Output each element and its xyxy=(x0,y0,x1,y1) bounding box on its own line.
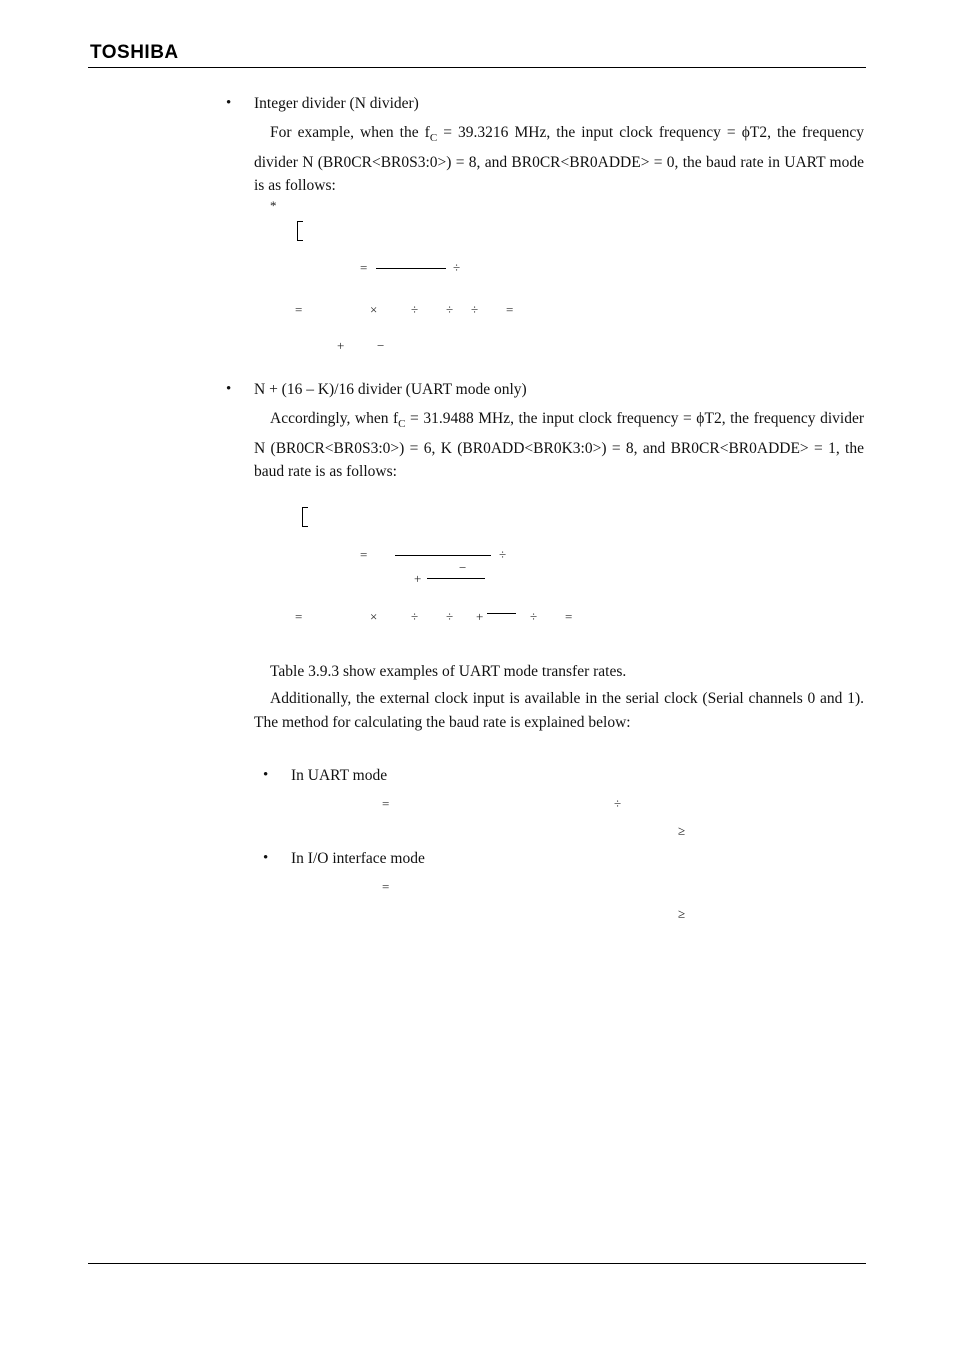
bracket-symbol xyxy=(297,221,303,241)
greater-equal-symbol: ≥ xyxy=(678,906,686,921)
fraction-bar xyxy=(487,613,516,614)
times-symbol: × xyxy=(370,609,378,624)
equals-symbol: = xyxy=(565,609,573,624)
bullet: • xyxy=(226,95,232,111)
fraction-bar xyxy=(427,578,485,579)
header-rule xyxy=(88,67,866,68)
times-symbol: × xyxy=(370,302,378,317)
fraction-bar xyxy=(395,555,491,556)
divide-symbol: ÷ xyxy=(446,302,454,317)
divide-symbol: ÷ xyxy=(411,609,419,624)
bullet: • xyxy=(263,850,269,866)
para-text: For example, when the f xyxy=(270,124,430,141)
divide-symbol: ÷ xyxy=(411,302,419,317)
minus-symbol: − xyxy=(459,560,467,575)
divide-symbol: ÷ xyxy=(446,609,454,624)
para-text: Accordingly, when f xyxy=(270,410,399,427)
minus-symbol: − xyxy=(377,338,385,353)
equals-symbol: = xyxy=(382,879,390,894)
io-mode-title: In I/O interface mode xyxy=(291,850,425,867)
section-title-integer-divider: Integer divider (N divider) xyxy=(254,95,419,112)
uart-mode-title: In UART mode xyxy=(291,767,388,784)
equals-symbol: = xyxy=(360,260,368,275)
equals-symbol: = xyxy=(295,302,303,317)
divide-symbol: ÷ xyxy=(614,796,622,811)
footer-rule xyxy=(88,1263,866,1264)
section-title-fractional-divider: N + (16 – K)/16 divider (UART mode only) xyxy=(254,381,527,398)
equals-symbol: = xyxy=(295,609,303,624)
para-text: = 31.9488 MHz, the input clock frequency = ϕT2, the frequency divider N (BR0CR<BR0S3:0>) = 6, K (BR0ADD<BR0K3:0>) = 8, and BR0CR<BR0ADDE> = 1, the baud rate is as follows: xyxy=(254,410,864,481)
divide-symbol: ÷ xyxy=(453,260,461,275)
plus-symbol: + xyxy=(476,609,484,624)
equals-symbol: = xyxy=(506,302,514,317)
plus-symbol: + xyxy=(414,571,422,586)
bracket-symbol xyxy=(302,507,308,527)
bullet: • xyxy=(263,767,269,783)
paragraph-integer-example xyxy=(254,121,864,198)
greater-equal-symbol: ≥ xyxy=(678,823,686,838)
divide-symbol: ÷ xyxy=(499,547,507,562)
paragraph-external-clock: Additionally, the external clock input is available in the serial clock (Serial channels 0 and 1). The method for calculating the baud rate is explained below: xyxy=(254,690,864,731)
para-text: = 39.3216 MHz, the input clock frequency = ϕT2, the frequency divider N (BR0CR<BR0S3:0>) = 8, and BR0CR<BR0ADDE> = 0, the baud rate in UART mode is as follows: xyxy=(254,124,864,195)
paragraph-table-reference: Table 3.9.3 show examples of UART mode transfer rates. xyxy=(270,663,627,680)
paragraph-fractional-example xyxy=(254,407,864,484)
para-subscript: C xyxy=(398,418,406,431)
equals-symbol: = xyxy=(382,796,390,811)
para-subscript: C xyxy=(429,132,438,145)
toshiba-logo: TOSHIBA xyxy=(90,42,179,63)
divide-symbol: ÷ xyxy=(471,302,479,317)
fraction-bar xyxy=(376,268,446,269)
asterisk-mark: * xyxy=(270,198,277,213)
equals-symbol: = xyxy=(360,547,368,562)
divide-symbol: ÷ xyxy=(530,609,538,624)
plus-symbol: + xyxy=(337,338,345,353)
bullet: • xyxy=(226,381,232,397)
